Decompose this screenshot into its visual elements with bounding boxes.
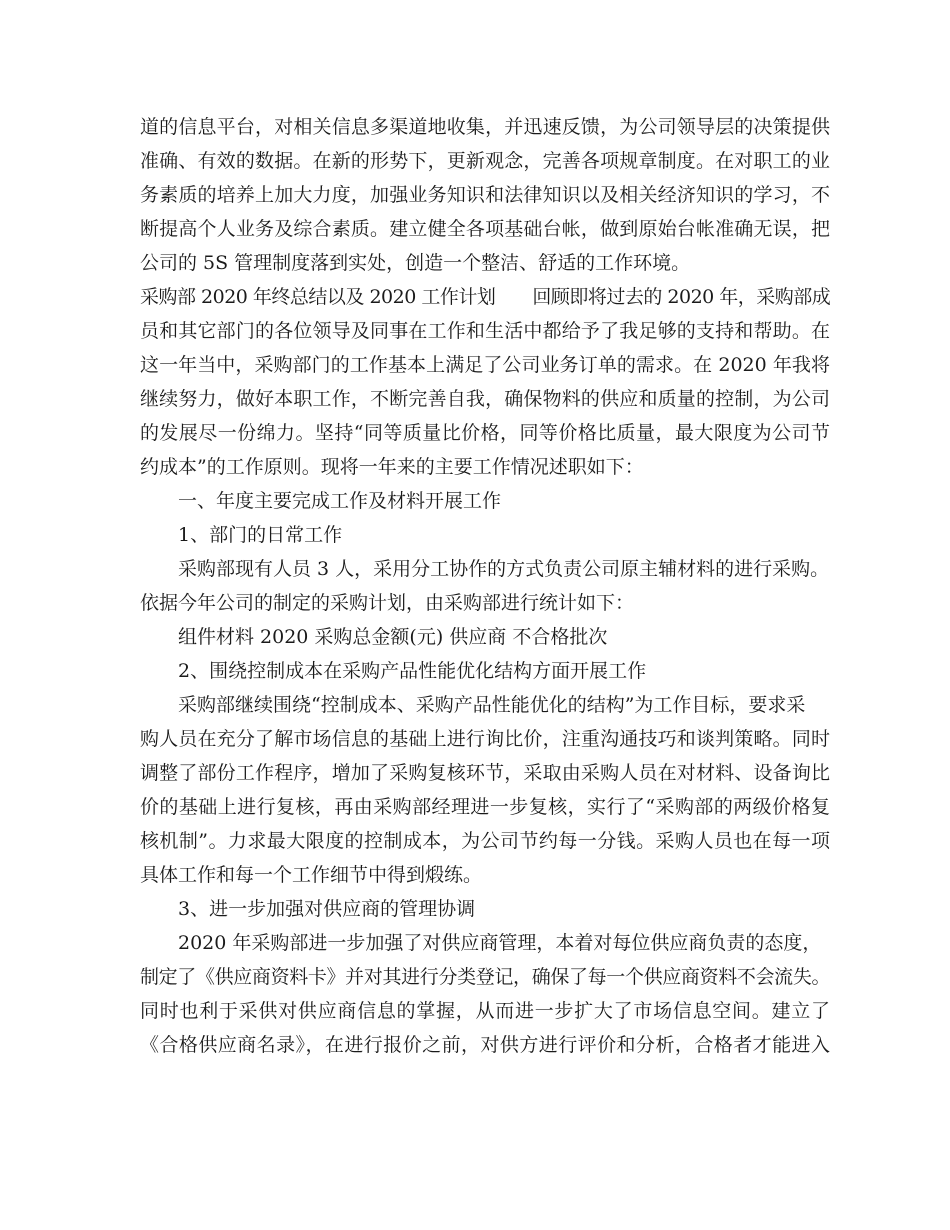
subsection-heading: 2、围绕控制成本在采购产品性能优化结构方面开展工作 xyxy=(178,660,647,682)
text-line: 调整了部份工作程序，增加了采购复核环节，采取由采购人员在对材料、设备询比 xyxy=(140,762,830,784)
text-line: 务素质的培养上加大力度，加强业务知识和法律知识以及相关经济知识的学习，不 xyxy=(140,184,830,206)
text-line: 这一年当中，采购部门的工作基本上满足了公司业务订单的需求。在 2020 年我将 xyxy=(140,354,830,376)
text-line: 断提高个人业务及综合素质。建立健全各项基础台帐，做到原始台帐准确无误，把 xyxy=(140,218,830,240)
text-line: 员和其它部门的各位领导及同事在工作和生活中都给予了我足够的支持和帮助。在 xyxy=(140,320,830,342)
subsection-heading: 1、部门的日常工作 xyxy=(178,524,343,546)
text-line: 采购部 2020 年终总结以及 2020 工作计划 回顾即将过去的 2020 年，采购部成 xyxy=(140,286,831,308)
table-header-line: 组件材料 2020 采购总金额(元) 供应商 不合格批次 xyxy=(178,626,608,648)
text-line: 核机制”。力求最大限度的控制成本，为公司节约每一分钱。采购人员也在每一项 xyxy=(140,830,830,852)
text-line: 继续努力，做好本职工作，不断完善自我，确保物料的供应和质量的控制，为公司 xyxy=(140,388,830,410)
text-line: 《合格供应商名录》，在进行报价之前，对供方进行评价和分析，合格者才能进入 xyxy=(140,1034,830,1056)
text-line: 道的信息平台，对相关信息多渠道地收集，并迅速反馈，为公司领导层的决策提供 xyxy=(140,116,830,138)
document-body xyxy=(140,110,830,1062)
text-line: 准确、有效的数据。在新的形势下，更新观念，完善各项规章制度。在对职工的业 xyxy=(140,150,830,172)
subsection-heading: 3、进一步加强对供应商的管理协调 xyxy=(178,898,476,920)
text-line: 公司的 5S 管理制度落到实处，创造一个整洁、舒适的工作环境。 xyxy=(140,252,691,274)
text-line: 制定了《供应商资料卡》并对其进行分类登记，确保了每一个供应商资料不会流失。 xyxy=(140,966,830,988)
text-line: 的发展尽一份绵力。坚持“同等质量比价格，同等价格比质量，最大限度为公司节 xyxy=(140,422,830,444)
section-heading: 一、年度主要完成工作及材料开展工作 xyxy=(178,490,502,512)
text-line: 具体工作和每一个工作细节中得到煅练。 xyxy=(140,864,483,886)
text-line: 价的基础上进行复核，再由采购部经理进一步复核，实行了“采购部的两级价格复 xyxy=(140,796,830,818)
text-line: 采购部现有人员 3 人，采用分工协作的方式负责公司原主辅材料的进行采购。 xyxy=(178,558,830,580)
text-line: 购人员在充分了解市场信息的基础上进行询比价，注重沟通技巧和谈判策略。同时 xyxy=(140,728,830,750)
text-line: 2020 年采购部进一步加强了对供应商管理，本着对每位供应商负责的态度， xyxy=(178,932,822,954)
text-line: 约成本”的工作原则。现将一年来的主要工作情况述职如下： xyxy=(140,456,644,478)
text-line: 依据今年公司的制定的采购计划，由采购部进行统计如下： xyxy=(140,592,635,614)
text-line: 同时也利于采供对供应商信息的掌握，从而进一步扩大了市场信息空间。建立了 xyxy=(140,1000,830,1022)
text-line: 采购部继续围绕“控制成本、采购产品性能优化的结构”为工作目标，要求采 xyxy=(178,694,806,716)
